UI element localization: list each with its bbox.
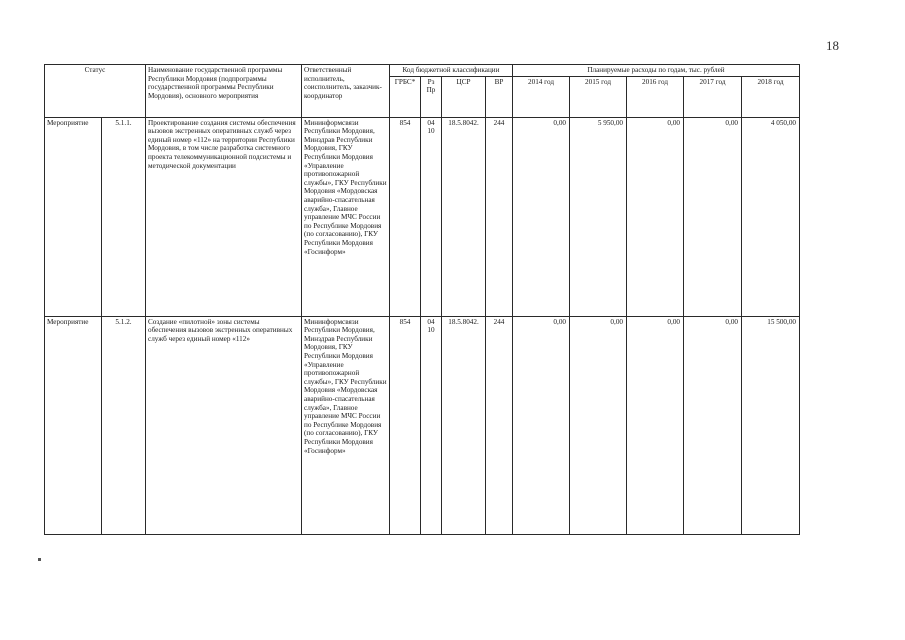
scan-mark: [38, 558, 41, 561]
row-name: Проектирование создания системы обеспечения вызовов экстренных оперативных служб через единый номер «112» на территории Республики Мордовия, в том числе разработка системного проекта телекоммуникационной подсистемы и методической документации: [146, 117, 302, 316]
header-csr: ЦСР: [442, 76, 486, 117]
header-rz-pr: Рз Пр: [421, 76, 442, 117]
header-year-2014: 2014 год: [513, 76, 570, 117]
header-year-2018: 2018 год: [742, 76, 800, 117]
header-planned: Планируемые расходы по годам, тыс. рублей: [513, 65, 800, 77]
page-number: 18: [826, 38, 839, 53]
row-code: 5.1.2.: [102, 316, 146, 534]
row-rz-pr: 04 10: [421, 316, 442, 534]
header-status: Статус: [45, 65, 146, 118]
header-name: Наименование государственной программы Республики Мордовия (подпрограммы государственной программы Республики Мордовия), основного мероприятия: [146, 65, 302, 118]
row-value-2017: 0,00: [684, 316, 742, 534]
row-responsible: Мининформсвязи Республики Мордовия, Минздрав Республики Мордовия, ГКУ Республики Мордовия «Управление противопожарной службы», ГКУ Республики Мордовия «Мордовская аварийно-спасательная служба», Главное управление МЧС России по Республике Мордовия (по согласованию), ГКУ Республики Мордовия «Госинформ»: [302, 316, 390, 534]
row-rz-pr: 04 10: [421, 117, 442, 316]
table-row: [45, 316, 800, 534]
row-csr: 18.5.8042.: [442, 117, 486, 316]
row-grbs: 854: [390, 117, 421, 316]
row-value-2014: 0,00: [513, 117, 570, 316]
table-header-row: [45, 65, 800, 77]
row-name: Создание «пилотной» зоны системы обеспечения вызовов экстренных оперативных служб через единый номер «112»: [146, 316, 302, 534]
row-status: Мероприятие: [45, 117, 102, 316]
table-row: [45, 117, 800, 316]
budget-table: [44, 64, 800, 535]
row-value-2015: 5 950,00: [570, 117, 627, 316]
row-value-2016: 0,00: [627, 117, 684, 316]
header-grbs: ГРБС*: [390, 76, 421, 117]
header-vr: ВР: [486, 76, 513, 117]
header-year-2015: 2015 год: [570, 76, 627, 117]
row-value-2014: 0,00: [513, 316, 570, 534]
row-value-2015: 0,00: [570, 316, 627, 534]
header-budget-code: Код бюджетной классификации: [390, 65, 513, 77]
row-value-2018: 4 050,00: [742, 117, 800, 316]
row-vr: 244: [486, 117, 513, 316]
header-year-2017: 2017 год: [684, 76, 742, 117]
row-value-2017: 0,00: [684, 117, 742, 316]
row-vr: 244: [486, 316, 513, 534]
row-responsible: Мининформсвязи Республики Мордовия, Минздрав Республики Мордовия, ГКУ Республики Мордовия «Управление противопожарной службы», ГКУ Республики Мордовия «Мордовская аварийно-спасательная служба», Главное управление МЧС России по Республике Мордовия (по согласованию), ГКУ Республики Мордовия «Госинформ»: [302, 117, 390, 316]
row-value-2016: 0,00: [627, 316, 684, 534]
header-year-2016: 2016 год: [627, 76, 684, 117]
row-csr: 18.5.8042.: [442, 316, 486, 534]
row-grbs: 854: [390, 316, 421, 534]
row-status: Мероприятие: [45, 316, 102, 534]
header-responsible: Ответственный исполнитель, соисполнитель, заказчик-координатор: [302, 65, 390, 118]
row-value-2018: 15 500,00: [742, 316, 800, 534]
row-code: 5.1.1.: [102, 117, 146, 316]
